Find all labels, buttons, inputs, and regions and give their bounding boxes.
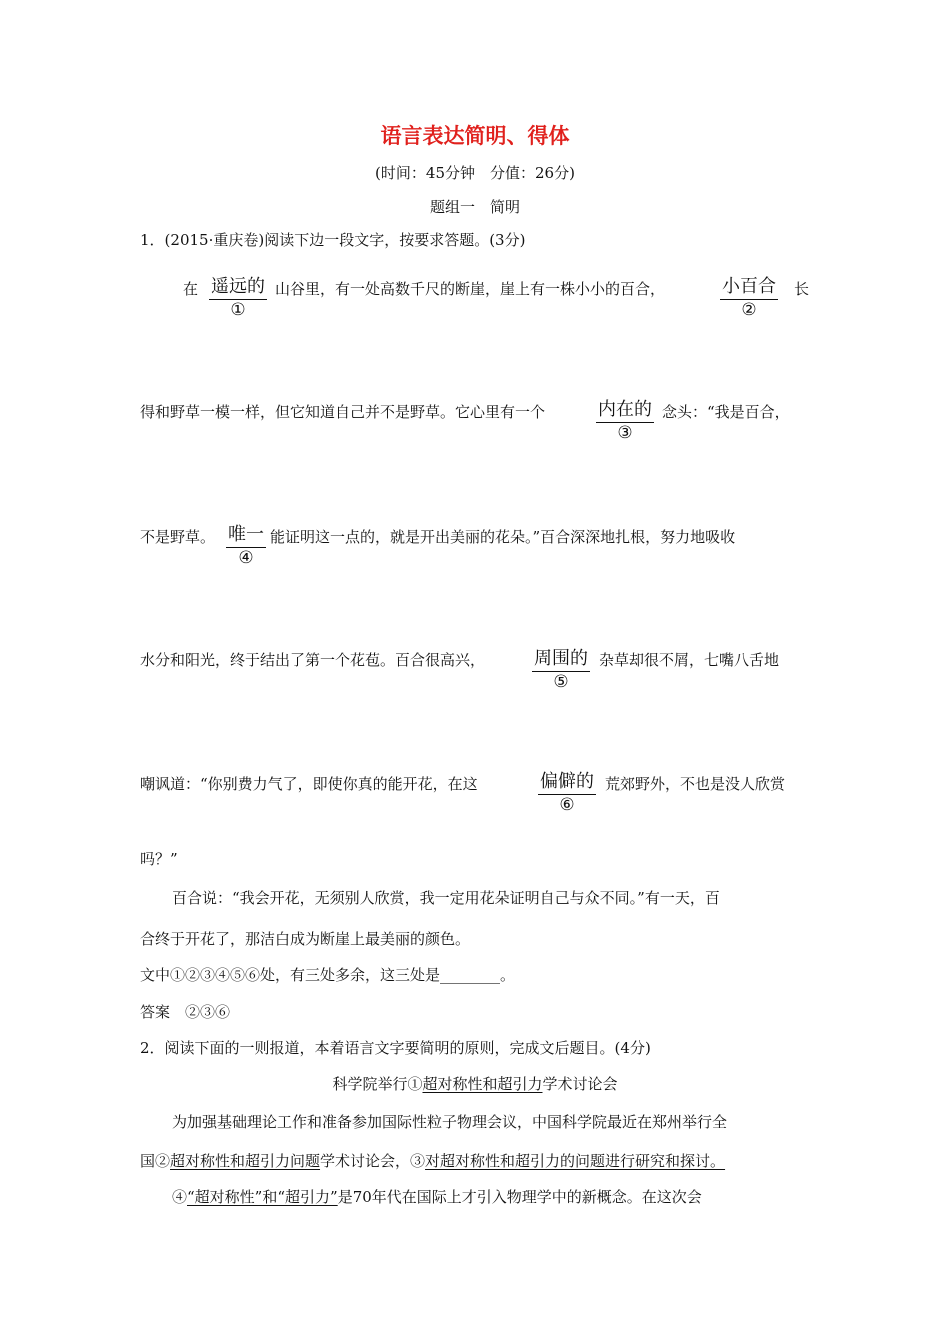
annotation-number: ④ — [238, 548, 254, 568]
q2-headline — [0, 1077, 950, 1092]
annotated-word: 唯一 — [226, 526, 266, 548]
text-segment: 学术讨论会，③ — [320, 1152, 426, 1170]
annotation-number: ⑥ — [559, 795, 575, 815]
underlined-segment: 超对称性和超引力问题 — [170, 1152, 321, 1170]
q1-question: 文中①②③④⑤⑥处，有三处多余，这三处是________。 — [140, 966, 516, 984]
q2-para1-line2 — [140, 1154, 725, 1169]
annotated-phrase-1 — [209, 278, 267, 319]
annotated-phrase-5 — [532, 650, 590, 691]
q1-para2-line1: 百合说：“我会开花，无须别人欣赏，我一定用花朵证明自己与众不同。”有一天，百 — [172, 889, 720, 907]
q1-line4-post: 杂草却很不屑，七嘴八舌地 — [599, 651, 780, 669]
underlined-segment: 对超对称性和超引力的问题进行研究和探讨。 — [425, 1152, 726, 1170]
text-segment: 国② — [140, 1152, 171, 1170]
annotated-phrase-2 — [720, 278, 778, 319]
annotated-word: 小百合 — [720, 278, 778, 300]
group-title: 题组一 简明 — [429, 198, 520, 216]
annotated-phrase-6 — [538, 773, 596, 814]
q1-answer: 答案 ②③⑥ — [140, 1003, 231, 1021]
annotated-phrase-4 — [226, 526, 266, 567]
headline-prefix: 科学院举行① — [332, 1075, 423, 1093]
underlined-segment: “超对称性”和“超引力” — [187, 1188, 338, 1206]
q1-line2-post: 念头：“我是百合， — [662, 403, 790, 421]
q1-line4-pre: 水分和阳光，终于结出了第一个花苞。百合很高兴， — [140, 651, 486, 669]
q1-line1-post: 长 — [794, 280, 810, 298]
text-segment: ④ — [172, 1188, 188, 1206]
headline-suffix: 学术讨论会 — [542, 1075, 618, 1093]
annotation-number: ② — [741, 300, 757, 320]
q2-prompt: 2．阅读下面的一则报道，本着语言文字要简明的原则，完成文后题目。(4分) — [140, 1039, 651, 1057]
annotated-word: 遥远的 — [209, 278, 267, 300]
annotated-word: 偏僻的 — [538, 773, 596, 795]
q1-para2-line2: 合终于开花了，那洁白成为断崖上最美丽的颜色。 — [140, 930, 471, 948]
annotation-number: ③ — [617, 423, 633, 443]
q1-line2-pre: 得和野草一模一样，但它知道自己并不是野草。它心里有一个 — [140, 403, 546, 421]
headline-underlined: 超对称性和超引力 — [422, 1075, 543, 1093]
q2-para2-line1 — [172, 1190, 702, 1205]
q2-para1-line1: 为加强基础理论工作和准备参加国际性粒子物理会议，中国科学院最近在郑州举行全 — [172, 1113, 728, 1131]
q1-line1-mid: 山谷里，有一处高数千尺的断崖，崖上有一株小小的百合， — [275, 280, 666, 298]
text-segment: 是70年代在国际上才引入物理学中的新概念。在这次会 — [337, 1188, 702, 1206]
time-score-info: (时间：45分钟 分值：26分) — [375, 164, 575, 182]
q1-line1-pre: 在 — [183, 280, 199, 298]
annotated-word: 内在的 — [596, 401, 654, 423]
annotated-word: 周围的 — [532, 650, 590, 672]
q1-line5-post: 荒郊野外，不也是没人欣赏 — [605, 775, 786, 793]
q1-line5-pre: 嘲讽道：“你别费力气了，即使你真的能开花，在这 — [140, 775, 478, 793]
annotated-phrase-3 — [596, 401, 654, 442]
q1-line6: 吗？” — [140, 850, 178, 868]
q1-line3-post: 能证明这一点的，就是开出美丽的花朵。”百合深深地扎根，努力地吸收 — [270, 528, 736, 546]
q1-line3-pre: 不是野草。 — [140, 528, 216, 546]
q1-prompt: 1．(2015·重庆卷)阅读下边一段文字，按要求答题。(3分) — [140, 231, 526, 249]
annotation-number: ⑤ — [553, 672, 569, 692]
page-title: 语言表达简明、得体 — [380, 124, 570, 148]
annotation-number: ① — [230, 300, 246, 320]
